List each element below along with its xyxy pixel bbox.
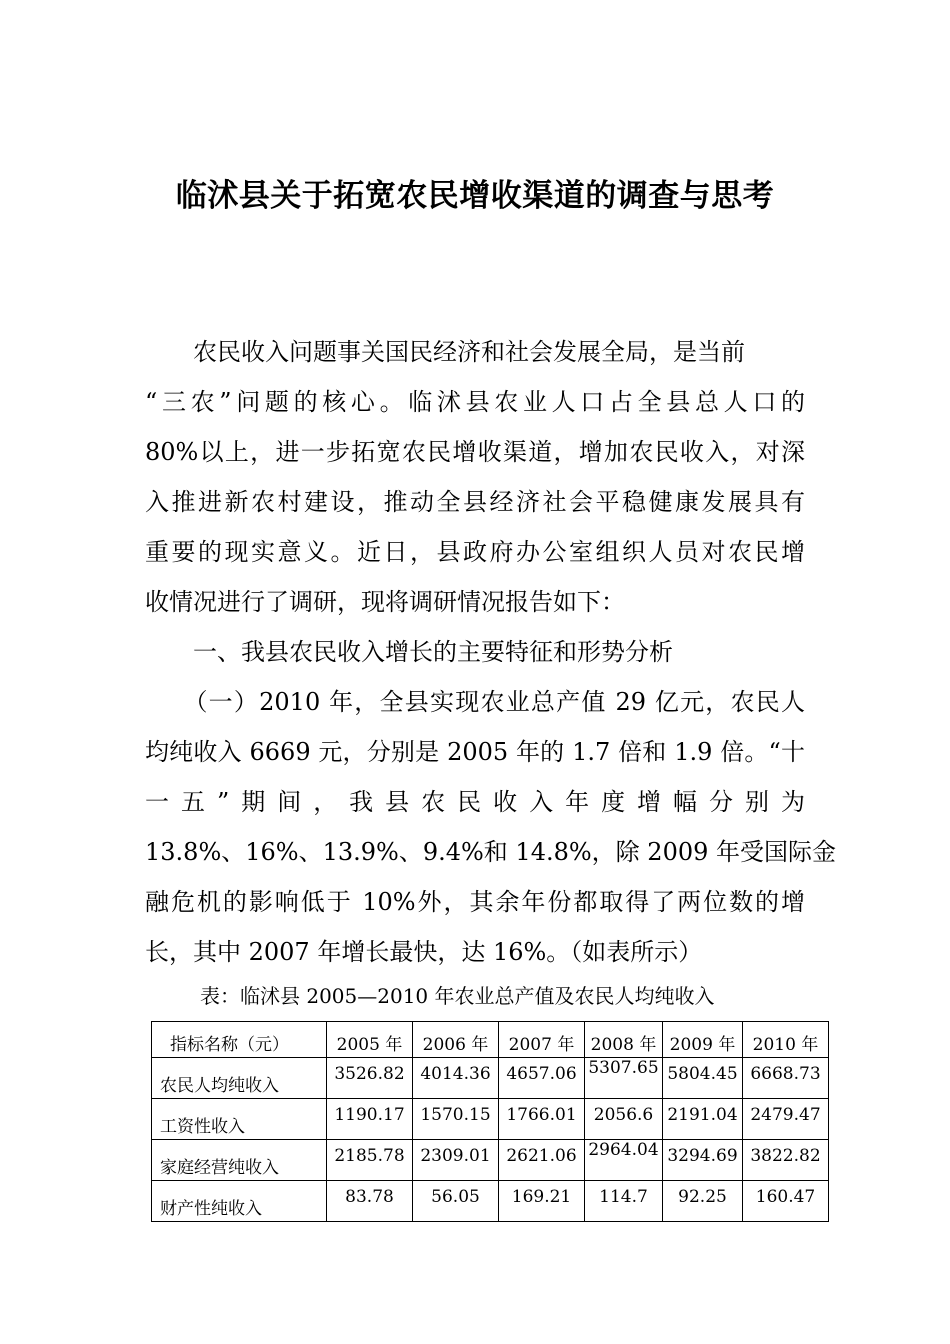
table-header-cell: 2009 年 bbox=[663, 1022, 743, 1058]
table-cell: 2056.6 bbox=[585, 1099, 663, 1140]
paragraph-line: （一）2010 年，全县实现农业总产值 29 亿元，农民人 bbox=[145, 688, 805, 716]
table-cell: 1190.17 bbox=[327, 1099, 413, 1140]
table-row-label: 财产性纯收入 bbox=[152, 1181, 327, 1222]
table-cell: 83.78 bbox=[327, 1181, 413, 1222]
table-cell: 160.47 bbox=[743, 1181, 829, 1222]
table-cell: 114.7 bbox=[585, 1181, 663, 1222]
table-cell: 2479.47 bbox=[743, 1099, 829, 1140]
table-cell: 2309.01 bbox=[413, 1140, 499, 1181]
table-row-label: 工资性收入 bbox=[152, 1099, 327, 1140]
table-cell: 92.25 bbox=[663, 1181, 743, 1222]
table-cell: 169.21 bbox=[499, 1181, 585, 1222]
table-cell: 2964.04 bbox=[585, 1140, 663, 1181]
table-cell: 56.05 bbox=[413, 1181, 499, 1222]
section-heading: 一、我县农民收入增长的主要特征和形势分析 bbox=[145, 638, 673, 666]
table-row bbox=[152, 1099, 829, 1140]
table-row bbox=[152, 1058, 829, 1099]
paragraph-line: 入推进新农村建设，推动全县经济社会平稳健康发展具有 bbox=[145, 488, 805, 516]
document-title: 临沭县关于拓宽农民增收渠道的调查与思考 bbox=[175, 178, 775, 214]
table-header-row bbox=[152, 1022, 829, 1058]
income-table bbox=[151, 1021, 829, 1222]
paragraph-line: 融危机的影响低于 10%外，其余年份都取得了两位数的增 bbox=[145, 888, 805, 916]
table-cell: 2191.04 bbox=[663, 1099, 743, 1140]
paragraph-line: 80%以上，进一步拓宽农民增收渠道，增加农民收入，对深 bbox=[145, 438, 805, 466]
paragraph-line: 均纯收入 6669 元，分别是 2005 年的 1.7 倍和 1.9 倍。“十 bbox=[145, 738, 805, 766]
table-header-cell: 2006 年 bbox=[413, 1022, 499, 1058]
table-row bbox=[152, 1181, 829, 1222]
table-cell: 3294.69 bbox=[663, 1140, 743, 1181]
table-row bbox=[152, 1140, 829, 1181]
table-cell: 2185.78 bbox=[327, 1140, 413, 1181]
paragraph-line: 重要的现实意义。近日，县政府办公室组织人员对农民增 bbox=[145, 538, 805, 566]
paragraph-line: 收情况进行了调研，现将调研情况报告如下： bbox=[145, 588, 625, 616]
paragraph-line: 一五”期间，我县农民收入年度增幅分别为 bbox=[145, 788, 805, 816]
table-header-cell: 2007 年 bbox=[499, 1022, 585, 1058]
table-cell: 4657.06 bbox=[499, 1058, 585, 1099]
table-cell: 3526.82 bbox=[327, 1058, 413, 1099]
table-row-label: 农民人均纯收入 bbox=[152, 1058, 327, 1099]
paragraph-line: 农民收入问题事关国民经济和社会发展全局，是当前 bbox=[145, 338, 745, 366]
paragraph-line: “三农”问题的核心。临沭县农业人口占全县总人口的 bbox=[145, 388, 805, 416]
table-header-cell: 指标名称（元） bbox=[152, 1022, 327, 1058]
table-cell: 5804.45 bbox=[663, 1058, 743, 1099]
table-cell: 1570.15 bbox=[413, 1099, 499, 1140]
paragraph-line: 长，其中 2007 年增长最快，达 16%。（如表所示） bbox=[145, 938, 703, 966]
table-cell: 2621.06 bbox=[499, 1140, 585, 1181]
table-header-cell: 2005 年 bbox=[327, 1022, 413, 1058]
table-row-label: 家庭经营纯收入 bbox=[152, 1140, 327, 1181]
table-header-cell: 2010 年 bbox=[743, 1022, 829, 1058]
table-cell: 1766.01 bbox=[499, 1099, 585, 1140]
table-cell: 6668.73 bbox=[743, 1058, 829, 1099]
table-cell: 5307.65 bbox=[585, 1058, 663, 1099]
table-header-cell: 2008 年 bbox=[585, 1022, 663, 1058]
table-caption: 表：临沭县 2005—2010 年农业总产值及农民人均纯收入 bbox=[200, 984, 715, 1008]
paragraph-line: 13.8%、16%、13.9%、9.4%和 14.8%，除 2009 年受国际金 bbox=[145, 838, 837, 866]
table-cell: 4014.36 bbox=[413, 1058, 499, 1099]
table-cell: 3822.82 bbox=[743, 1140, 829, 1181]
